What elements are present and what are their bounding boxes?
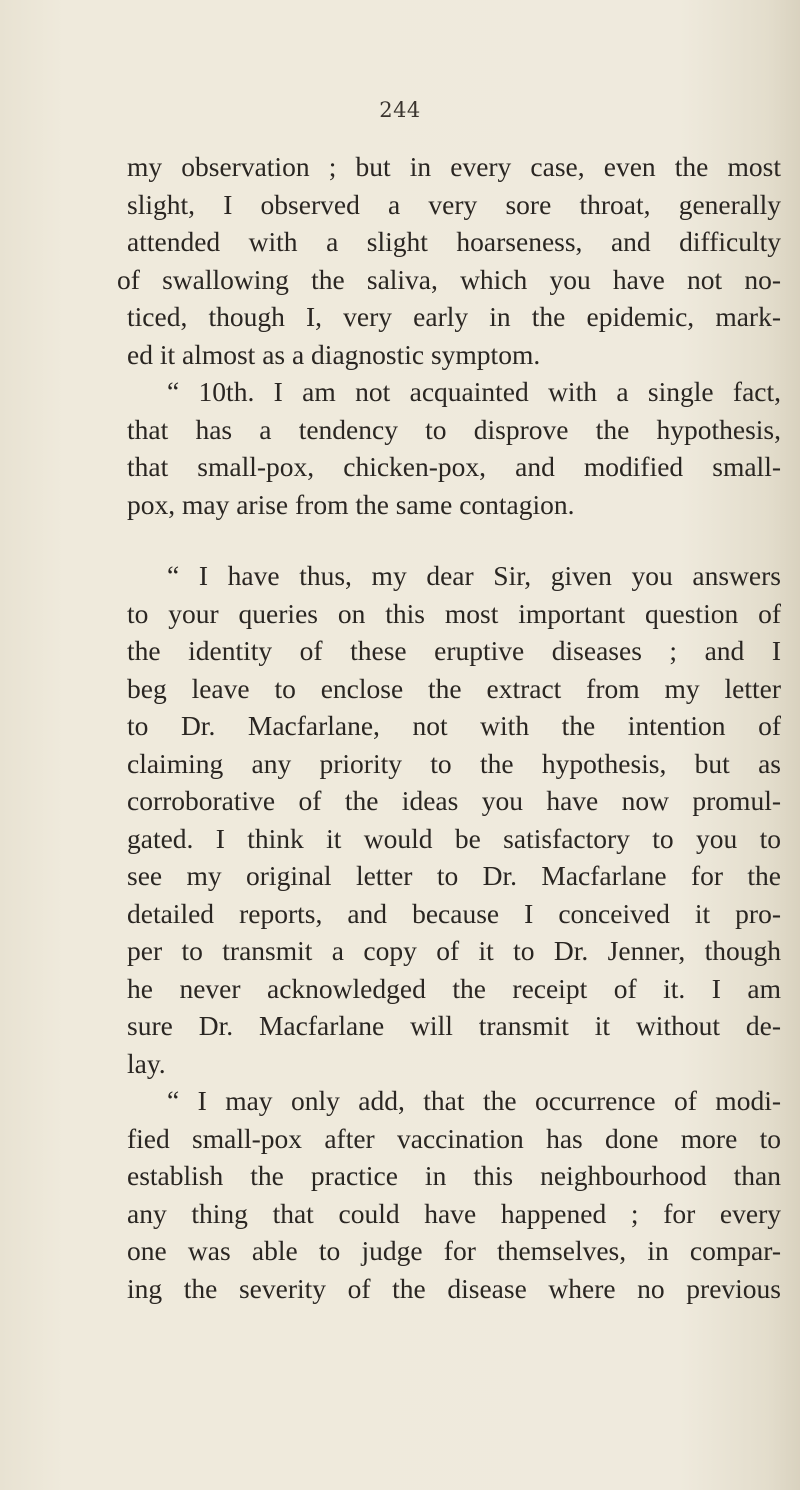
- text-line: that has a tendency to disprove the hypothesis,: [127, 413, 781, 445]
- text-line: ticed, though I, very early in the epidemic, mark-: [127, 301, 781, 332]
- text-line: see my original letter to Dr. Macfarlane for the: [127, 860, 781, 891]
- text-line: detailed reports, and because I conceived it pro-: [127, 897, 781, 929]
- page-number: 244: [379, 98, 421, 122]
- text-line: sure Dr. Macfarlane will transmit it without de-: [127, 1010, 781, 1041]
- text-line: to Dr. Macfarlane, not with the intention of: [127, 710, 781, 741]
- text-line: per to transmit a copy of it to Dr. Jenner, though: [127, 935, 781, 966]
- text-line: any thing that could have happened ; for every: [127, 1197, 781, 1229]
- text-line: one was able to judge for themselves, in compar-: [127, 1235, 781, 1266]
- text-line: “ I may only add, that the occurrence of modi-: [167, 1085, 781, 1116]
- body-text: [117, 148, 781, 1307]
- text-line: “ I have thus, my dear Sir, given you answers: [167, 560, 781, 591]
- text-line: corroborative of the ideas you have now promul-: [127, 785, 781, 816]
- text-line: of swallowing the saliva, which you have not no-: [117, 263, 781, 295]
- text-line: ed it almost as a diagnostic symptom.: [127, 338, 541, 370]
- text-line: fied small-pox after vaccination has done more to: [127, 1122, 781, 1154]
- text-line: attended with a slight hoarseness, and difficulty: [127, 226, 781, 257]
- text-line: lay.: [127, 1047, 166, 1079]
- text-line: “ 10th. I am not acquainted with a single fact,: [167, 376, 781, 407]
- text-line: establish the practice in this neighbourhood than: [127, 1160, 781, 1191]
- text-line: gated. I think it would be satisfactory to you to: [127, 822, 781, 854]
- text-line: the identity of these eruptive diseases ; and I: [127, 635, 781, 666]
- text-line: beg leave to enclose the extract from my letter: [127, 672, 781, 704]
- text-line: my observation ; but in every case, even the most: [127, 151, 781, 182]
- text-line: claiming any priority to the hypothesis, but as: [127, 747, 781, 779]
- text-line: to your queries on this most important question of: [127, 597, 781, 629]
- text-line: ing the severity of the disease where no previous: [127, 1272, 781, 1304]
- paragraph-gap: [127, 523, 781, 557]
- text-line: pox, may arise from the same contagion.: [127, 488, 575, 520]
- text-line: that small-pox, chicken-pox, and modified small-: [127, 451, 781, 482]
- text-line: slight, I observed a very sore throat, generally: [127, 188, 781, 220]
- text-line: he never acknowledged the receipt of it. I am: [127, 972, 781, 1004]
